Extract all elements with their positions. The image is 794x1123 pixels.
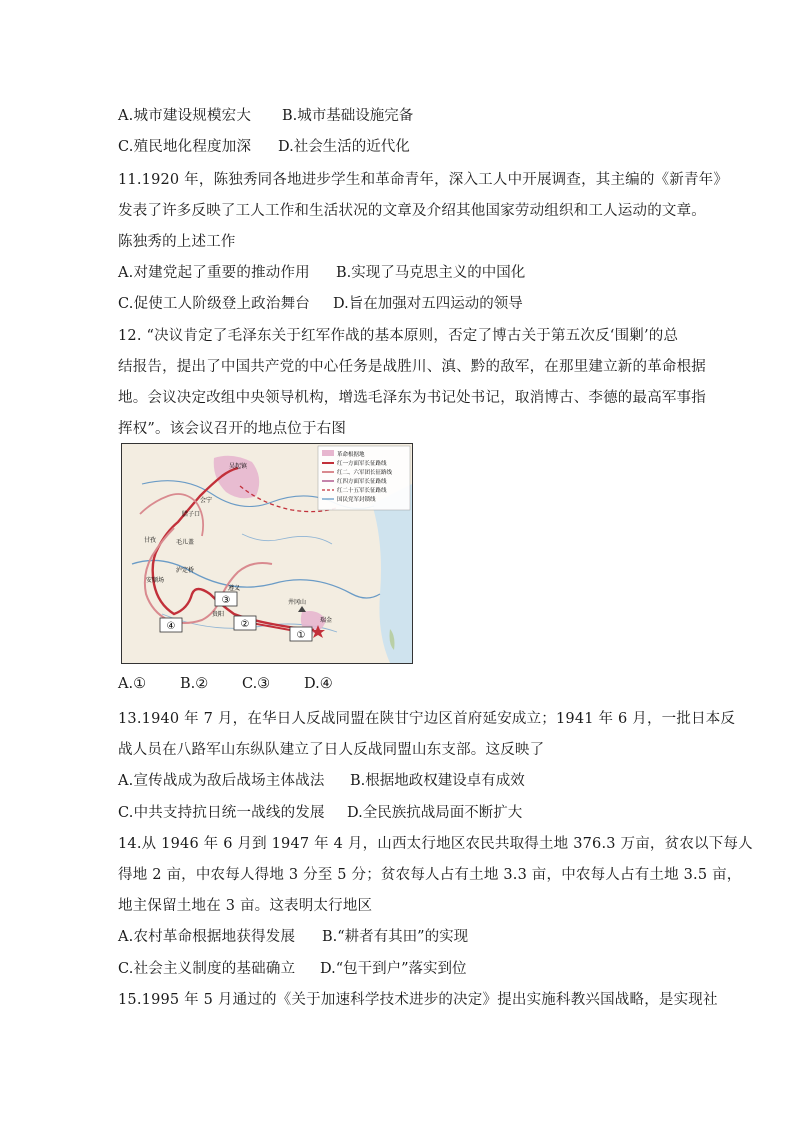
q13-option-b: B.根据地政权建设卓有成效 bbox=[350, 773, 525, 789]
q12-option-b: B.② bbox=[180, 676, 209, 692]
q14-stem-line3: 地主保留土地在 3 亩。这表明太行地区 bbox=[118, 898, 373, 914]
long-march-map-svg bbox=[122, 444, 412, 663]
q14-stem-line1: 14.从 1946 年 6 月到 1947 年 4 月，山西太行地区农民共取得土地 376.3 万亩，贫农以下每人 bbox=[118, 836, 753, 852]
q11-option-a: A.对建党起了重要的推动作用 bbox=[118, 265, 310, 281]
q12-option-a: A.① bbox=[118, 676, 147, 692]
q12-stem-line1: 12. “决议肯定了毛泽东关于红军作战的基本原则，否定了博古关于第五次反‘围剿’的总 bbox=[118, 328, 679, 344]
legend-label-3: 红四方面军长征路线 bbox=[337, 479, 387, 485]
q12-option-d: D.④ bbox=[304, 676, 333, 692]
q11-stem-line2: 发表了许多反映了工人工作和生活状况的文章及介绍其他国家劳动组织和工人运动的文章。 bbox=[118, 203, 706, 219]
q12-stem-line3: 地。会议决定改组中央领导机构，增选毛泽东为书记处书记，取消博古、李德的最高军事指 bbox=[118, 390, 706, 406]
label-ruijin: 瑞金 bbox=[320, 617, 333, 624]
q14-option-d: D.“包干到户”落实到位 bbox=[320, 961, 467, 977]
label-maoergai: 毛儿盖 bbox=[176, 539, 195, 546]
legend-label-1: 红一方面军长征路线 bbox=[337, 461, 387, 467]
q13-option-a: A.宣传战成为敌后战场主体战法 bbox=[118, 773, 325, 789]
legend-swatch-base bbox=[322, 450, 334, 456]
label-huining: 会宁 bbox=[200, 497, 213, 504]
q11-option-b: B.实现了马克思主义的中国化 bbox=[336, 265, 526, 281]
label-luding: 泸定桥 bbox=[176, 567, 195, 574]
q10-option-a: A.城市建设规模宏大 bbox=[118, 108, 252, 124]
q11-stem-line3: 陈独秀的上述工作 bbox=[118, 234, 236, 250]
q11-stem-line1: 11.1920 年，陈独秀同各地进步学生和革命青年，深入工人中开展调查，其主编的《新青年》 bbox=[118, 172, 729, 188]
q10-option-d: D.社会生活的近代化 bbox=[278, 139, 410, 155]
q12-stem-line4: 挥权”。该会议召开的地点位于右图 bbox=[118, 421, 347, 437]
legend-label-5: 国民党军封锁线 bbox=[337, 497, 376, 503]
q14-option-a: A.农村革命根据地获得发展 bbox=[118, 929, 296, 945]
marker-2: ② bbox=[240, 619, 250, 630]
label-guiyang: 贵阳 bbox=[212, 611, 225, 618]
q14-option-c: C.社会主义制度的基础确立 bbox=[118, 961, 296, 977]
q10-option-b: B.城市基础设施完备 bbox=[282, 108, 414, 124]
label-jinggangshan: 井冈山 bbox=[288, 599, 307, 606]
q11-option-c: C.促使工人阶级登上政治舞台 bbox=[118, 296, 310, 312]
label-ganzi: 甘孜 bbox=[144, 537, 157, 544]
label-anshunchang: 安顺场 bbox=[146, 577, 165, 584]
q10-option-c: C.殖民地化程度加深 bbox=[118, 139, 252, 155]
q12-options bbox=[118, 676, 333, 692]
q11-option-d: D.旨在加强对五四运动的领导 bbox=[333, 296, 523, 312]
label-zunyi: 遵义 bbox=[228, 585, 241, 592]
legend-label-4: 红二十五军长征路线 bbox=[337, 488, 387, 494]
q13-stem-line1: 13.1940 年 7 月，在华日人反战同盟在陕甘宁边区首府延安成立；1941 年 6 月，一批日本反 bbox=[118, 711, 736, 727]
q14-option-b: B.“耕者有其田”的实现 bbox=[322, 929, 469, 945]
q13-option-d: D.全民族抗战局面不断扩大 bbox=[347, 805, 523, 821]
q12-option-c: C.③ bbox=[242, 676, 271, 692]
marker-3: ③ bbox=[221, 595, 231, 606]
long-march-map bbox=[121, 443, 413, 664]
legend-label-2: 红二、六军团长征路线 bbox=[337, 470, 393, 476]
label-wuqi: 吴起镇 bbox=[229, 463, 248, 470]
q13-option-c: C.中共支持抗日统一战线的发展 bbox=[118, 805, 325, 821]
q13-stem-line2: 战人员在八路军山东纵队建立了日人反战同盟山东支部。这反映了 bbox=[118, 742, 545, 758]
q12-stem-line2: 结报告，提出了中国共产党的中心任务是战胜川、滇、黔的敌军，在那里建立新的革命根据 bbox=[118, 359, 706, 375]
q14-stem-line2: 得地 2 亩，中农每人得地 3 分至 5 分；贫农每人占有土地 3.3 亩，中农每人占有土地 3.5 亩， bbox=[118, 867, 742, 883]
label-lazikou: 腊子口 bbox=[182, 511, 201, 518]
q15-stem-line1: 15.1995 年 5 月通过的《关于加速科学技术进步的决定》提出实施科教兴国战略，是实现社 bbox=[118, 992, 718, 1008]
marker-1: ① bbox=[296, 630, 306, 641]
marker-4: ④ bbox=[166, 621, 176, 632]
legend-label-0: 革命根据地 bbox=[337, 452, 365, 458]
